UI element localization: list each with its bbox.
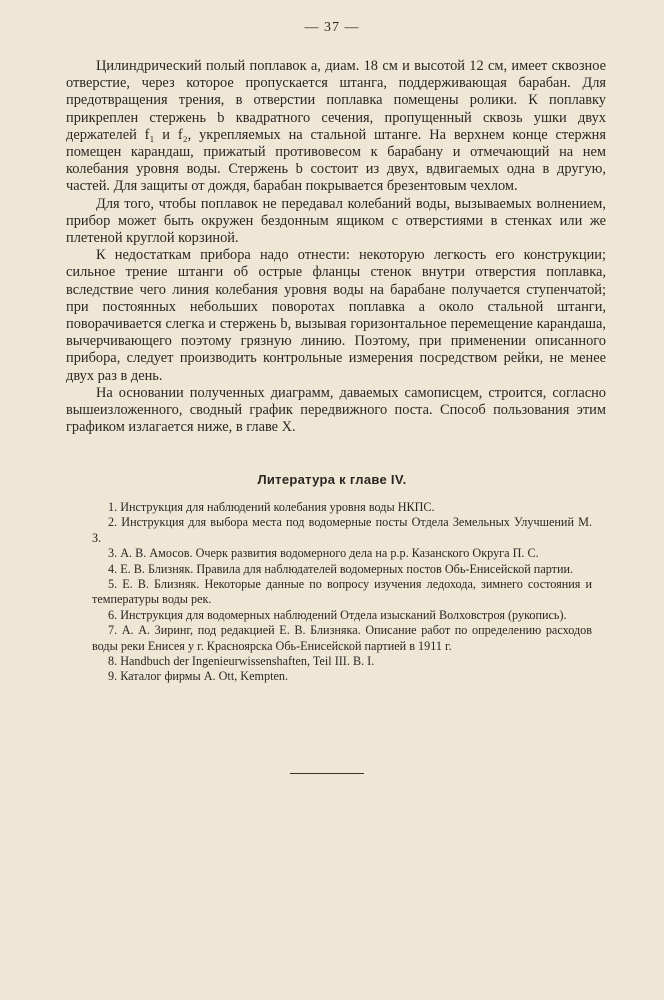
references-list xyxy=(92,500,592,685)
reference-item: 7. А. А. Зиринг, под редакцией Е. В. Близняка. Описание работ по определению расходов воды реки Енисея у г. Красноярска Обь-Енисейской партией в 1911 г. xyxy=(92,623,592,653)
reference-item: 1. Инструкция для наблюдений колебания уровня воды НКПС. xyxy=(108,500,435,514)
reference-item: 5. Е. В. Близняк. Некоторые данные по вопросу изучения ледохода, зимнего состояния и температуры воды рек. xyxy=(92,577,592,607)
paragraph-wave-protection: Для того, чтобы поплавок не передавал колебаний воды, вызываемых волнением, прибор может быть окружен бездонным ящиком с отверстиями в стенках или же плетеной круглой корзиной. xyxy=(66,195,606,247)
reference-item: 4. Е. В. Близняк. Правила для наблюдателей водомерных постов Обь-Енисейской партии. xyxy=(108,561,574,576)
body-text xyxy=(66,58,606,436)
page-number: — 37 — xyxy=(304,20,360,35)
paragraph-drawbacks: К недостаткам прибора надо отнести: некоторую легкость его конструкции; сильное трение штанги об острые фланцы стенок внутри отверстия поплавка, вследствие чего линия колебания уровня воды на барабане получается ступенчатой; при постоянных небольших поворотах поплавка a около стальной штанги, поворачивается слегка и стержень b, вызывая горизонтальное перемещение карандаша, вычерчивающего поэтому грязную линию. Поэтому, при применении описанного прибора, следует производить контрольные измерения посредством рейки, не менее двух раз в день. xyxy=(66,247,606,384)
paragraph-float-description: Цилиндрический полый поплавок a, диам. 18 см и высотой 12 см, имеет сквозное отверстие, через которое пропускается штанга, поддерживающая барабан. Для предотвращения трения, в отверстии поплавка помещены ролики. К поплавку прикреплен стержень b квадратного сечения, пропущенный сквозь ушки двух держателей f₁ и f₂, укрепляемых на стальной штанге. На верхнем конце стержня помещен карандаш, прижатый противовесом к барабану и отмечающий на нем колебания уровня воды. Стержень b состоит из двух, вдвигаемых одна в другую, частей. Для защиты от дождя, барабан покрывается брезентовым чехлом. xyxy=(66,58,606,195)
reference-item: 8. Handbuch der Ingenieurwissenshaften, Teil III. B. I. xyxy=(108,654,375,669)
references-heading: Литература к главе IV. xyxy=(257,472,407,487)
reference-item: 3. А. В. Амосов. Очерк развития водомерного дела на р.р. Казанского Округа П. С. xyxy=(108,546,539,561)
reference-item: 6. Инструкция для водомерных наблюдений Отдела изысканий Волховстроя (рукопись). xyxy=(108,607,567,622)
end-divider xyxy=(290,773,364,774)
reference-item: 2. Инструкция для выбора места под водомерные посты Отдела Земельных Улучшений М. З. xyxy=(92,515,592,545)
paragraph-summary-graph: На основании полученных диаграмм, даваемых самописцем, строится, согласно вышеизложенного, сводный график передвижного поста. Способ пользования этим графиком излагается ниже, в главе X. xyxy=(66,384,606,436)
reference-item: 9. Каталог фирмы A. Ott, Kempten. xyxy=(108,669,289,684)
